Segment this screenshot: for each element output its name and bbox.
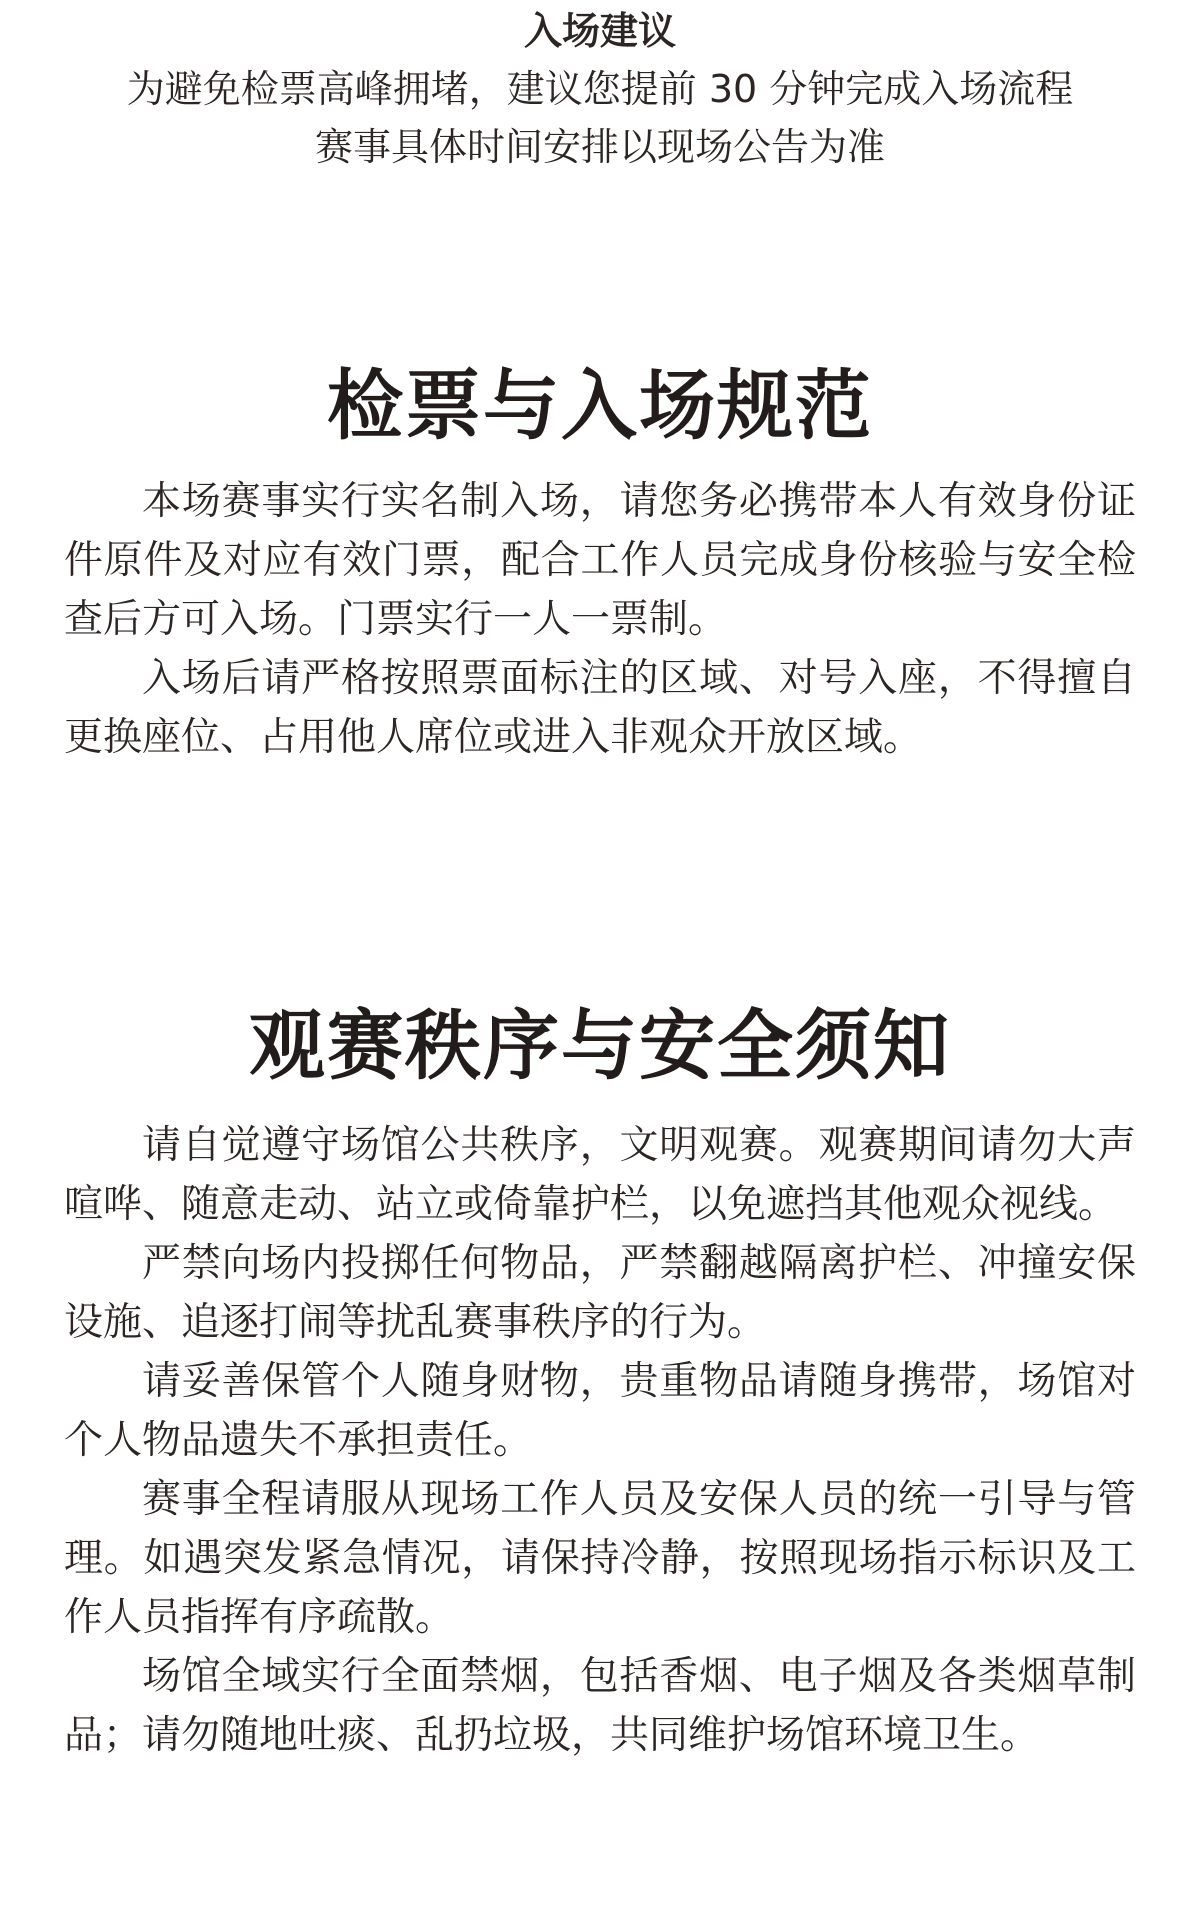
paragraph: 严禁向场内投掷任何物品，严禁翻越隔离护栏、冲撞安保设施、追逐打闹等扰乱赛事秩序的行为。 [64,1241,1136,1345]
section-body-ticket-entry [64,472,1136,767]
paragraph: 请妥善保管个人随身财物，贵重物品请随身携带，场馆对个人物品遗失不承担责任。 [64,1359,1136,1463]
section-heading-order-safety: 观赛秩序与安全须知 [249,1000,951,1090]
paragraph: 本场赛事实行实名制入场，请您务必携带本人有效身份证件原件及对应有效门票，配合工作人员完成身份核验与安全检查后方可入场。门票实行一人一票制。 [64,479,1136,642]
entry-advice-title: 入场建议 [523,9,676,53]
paragraph: 场馆全域实行全面禁烟，包括香烟、电子烟及各类烟草制品；请勿随地吐痰、乱扔垃圾，共同维护场馆环境卫生。 [64,1654,1136,1758]
entry-advice-line: 为避免检票高峰拥堵，建议您提前 30 分钟完成入场流程 [126,67,1074,111]
paragraph: 赛事全程请服从现场工作人员及安保人员的统一引导与管理。如遇突发紧急情况，请保持冷静，按照现场指示标识及工作人员指挥有序疏散。 [64,1477,1136,1640]
section-heading-ticket-entry: 检票与入场规范 [327,360,873,450]
entry-advice-line: 赛事具体时间安排以现场公告为准 [314,125,885,169]
paragraph: 入场后请严格按照票面标注的区域、对号入座，不得擅自更换座位、占用他人席位或进入非观众开放区域。 [64,656,1136,760]
section-body-order-safety [64,1116,1136,1765]
paragraph: 请自觉遵守场馆公共秩序，文明观赛。观赛期间请勿大声喧哗、随意走动、站立或倚靠护栏，以免遮挡其他观众视线。 [64,1123,1136,1227]
